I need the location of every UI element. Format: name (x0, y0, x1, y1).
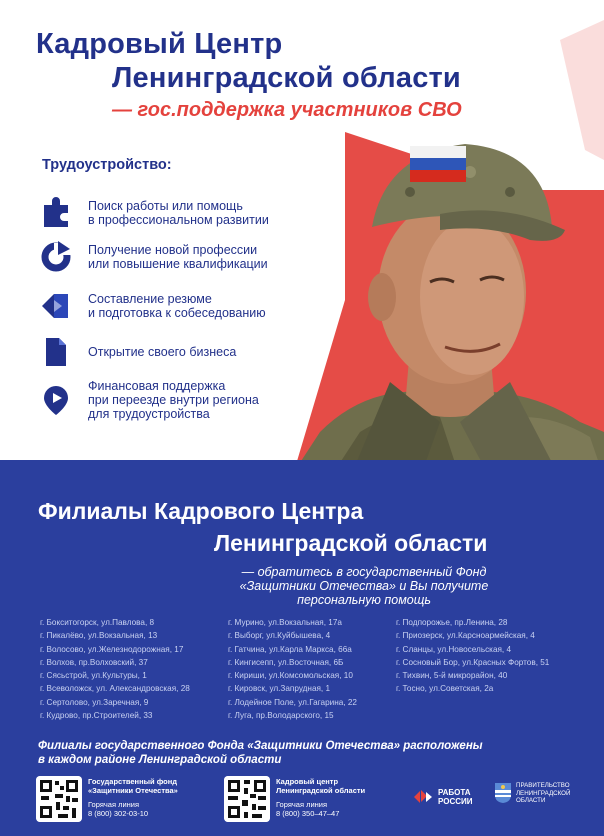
branches-title-line2: Ленинградской области (214, 530, 488, 556)
main-title-line2: Ленинградской области (112, 62, 461, 94)
address-item: г. Сертолово, ул.Заречная, 9 (40, 697, 149, 707)
main-subtitle: — гос.поддержка участников СВО (112, 99, 462, 121)
service-line: при переезде внутри региона (88, 393, 259, 407)
section-divider-curve (0, 460, 604, 484)
address-item: г. Сосновый Бор, ул.Красных Фортов, 51 (396, 657, 550, 667)
address-item: г. Приозерск, ул.Карсноармейская, 4 (396, 631, 535, 641)
address-item: г. Тихвин, 5-й микрорайон, 40 (396, 671, 508, 681)
branches-subtitle-line: персональную помощь (297, 593, 431, 607)
service-item-new-profession (40, 241, 310, 273)
address-item: г. Волосово, ул.Железнодорожная, 17 (40, 644, 184, 654)
service-line: Поиск работы или помощь (88, 199, 243, 213)
address-item: г. Мурино, ул.Вокзальная, 17а (228, 618, 342, 627)
document-send-icon (40, 290, 72, 322)
center-name: Кадровый центр (276, 777, 339, 786)
service-line: и подготовка к собеседованию (88, 306, 266, 320)
service-line: или повышение квалификации (88, 257, 268, 271)
location-pin-icon (40, 384, 72, 416)
soldier-portrait (290, 132, 604, 478)
fund-name: «Защитники Отечества» (88, 786, 178, 795)
hotline-label: Горячая линия (88, 800, 140, 809)
address-item: г. Подпорожье, пр.Ленина, 28 (396, 618, 508, 627)
branches-subtitle-line: «Защитники Отечества» и Вы получите (239, 579, 489, 593)
branches-note-line: Филиалы государственного Фонда «Защитники Отечества» расположены (38, 740, 483, 752)
address-column-2 (228, 616, 357, 722)
service-item-relocation (40, 379, 310, 421)
rabota-rossii-logo (412, 786, 473, 808)
branches-title-line1: Филиалы Кадрового Центра (38, 498, 364, 524)
government-logo-line: ПРАВИТЕЛЬСТВО (516, 782, 570, 789)
rabota-rossii-logo-line: РАБОТА (438, 788, 471, 797)
puzzle-icon (40, 197, 72, 229)
center-contact (276, 777, 365, 818)
address-item: г. Тосно, ул.Советская, 2а (396, 684, 494, 694)
address-item: г. Волхов, пр.Волховский, 37 (40, 657, 148, 667)
address-item: г. Лодейное Поле, ул.Гагарина, 22 (228, 697, 357, 707)
lenoblast-government-logo (494, 782, 570, 805)
address-item: г. Кириши, ул.Комсомольская, 10 (228, 671, 353, 681)
address-item: г. Пикалёво, ул.Вокзальная, 13 (40, 631, 158, 641)
coat-of-arms-icon (494, 782, 512, 804)
service-line: Финансовая поддержка (88, 379, 226, 393)
service-line: Составление резюме (88, 292, 212, 306)
flag-patch (410, 146, 466, 182)
branches-section (0, 460, 604, 836)
fund-contact (88, 777, 178, 818)
branches-subtitle-line: — обратитесь в государственный Фонд (241, 565, 487, 579)
fund-name: Государственный фонд (88, 777, 178, 786)
address-column-1 (40, 616, 190, 722)
address-item: г. Выборг, ул.Куйбышева, 4 (228, 631, 331, 641)
government-logo-line: ЛЕНИНГРАДСКОЙ (516, 789, 571, 797)
service-line: Открытие своего бизнеса (88, 345, 237, 359)
branches-note-line: в каждом районе Ленинградской области (38, 754, 282, 766)
file-icon (40, 336, 72, 368)
qr-code-center[interactable] (224, 776, 270, 822)
qr-code-fund[interactable] (36, 776, 82, 822)
address-item: г. Кингисепп, ул.Восточная, 6Б (228, 657, 344, 667)
address-item: г. Гатчина, ул.Карла Маркса, 66а (228, 644, 352, 654)
branches-note (38, 739, 483, 767)
service-line: для трудоустройства (88, 407, 210, 421)
main-title-line1: Кадровый Центр (36, 28, 283, 60)
service-item-business (40, 336, 310, 368)
hotline-label: Горячая линия (276, 800, 328, 809)
address-item: г. Бокситогорск, ул.Павлова, 8 (40, 618, 155, 627)
center-phone[interactable]: 8 (800) 350–47–47 (276, 809, 340, 818)
service-line: в профессиональном развитии (88, 213, 269, 227)
government-logo-line: ОБЛАСТИ (516, 797, 546, 804)
address-item: г. Кудрово, пр.Строителей, 33 (40, 711, 153, 721)
branches-subtitle (214, 565, 514, 607)
service-item-job-search (40, 197, 310, 229)
employment-heading: Трудоустройство: (42, 157, 172, 173)
rabota-rossii-logo-line: РОССИИ (438, 797, 473, 806)
address-item: г. Кировск, ул.Запрудная, 1 (228, 684, 331, 694)
center-name: Ленинградской области (276, 786, 366, 795)
footer (0, 776, 604, 836)
address-item: г. Луга, пр.Володарского, 15 (228, 711, 334, 721)
address-column-3 (396, 616, 549, 696)
address-item: г. Сланцы, ул.Новосельская, 4 (396, 644, 512, 654)
address-item: г. Всеволожск, ул. Александровская, 28 (40, 684, 190, 694)
rabota-rossii-logo-icon (412, 786, 434, 808)
service-line: Получение новой профессии (88, 243, 258, 257)
refresh-icon (40, 241, 72, 273)
address-item: г. Сясьстрой, ул.Культуры, 1 (40, 671, 147, 681)
fund-phone[interactable]: 8 (800) 302-03-10 (88, 809, 149, 818)
service-item-resume (40, 290, 310, 322)
